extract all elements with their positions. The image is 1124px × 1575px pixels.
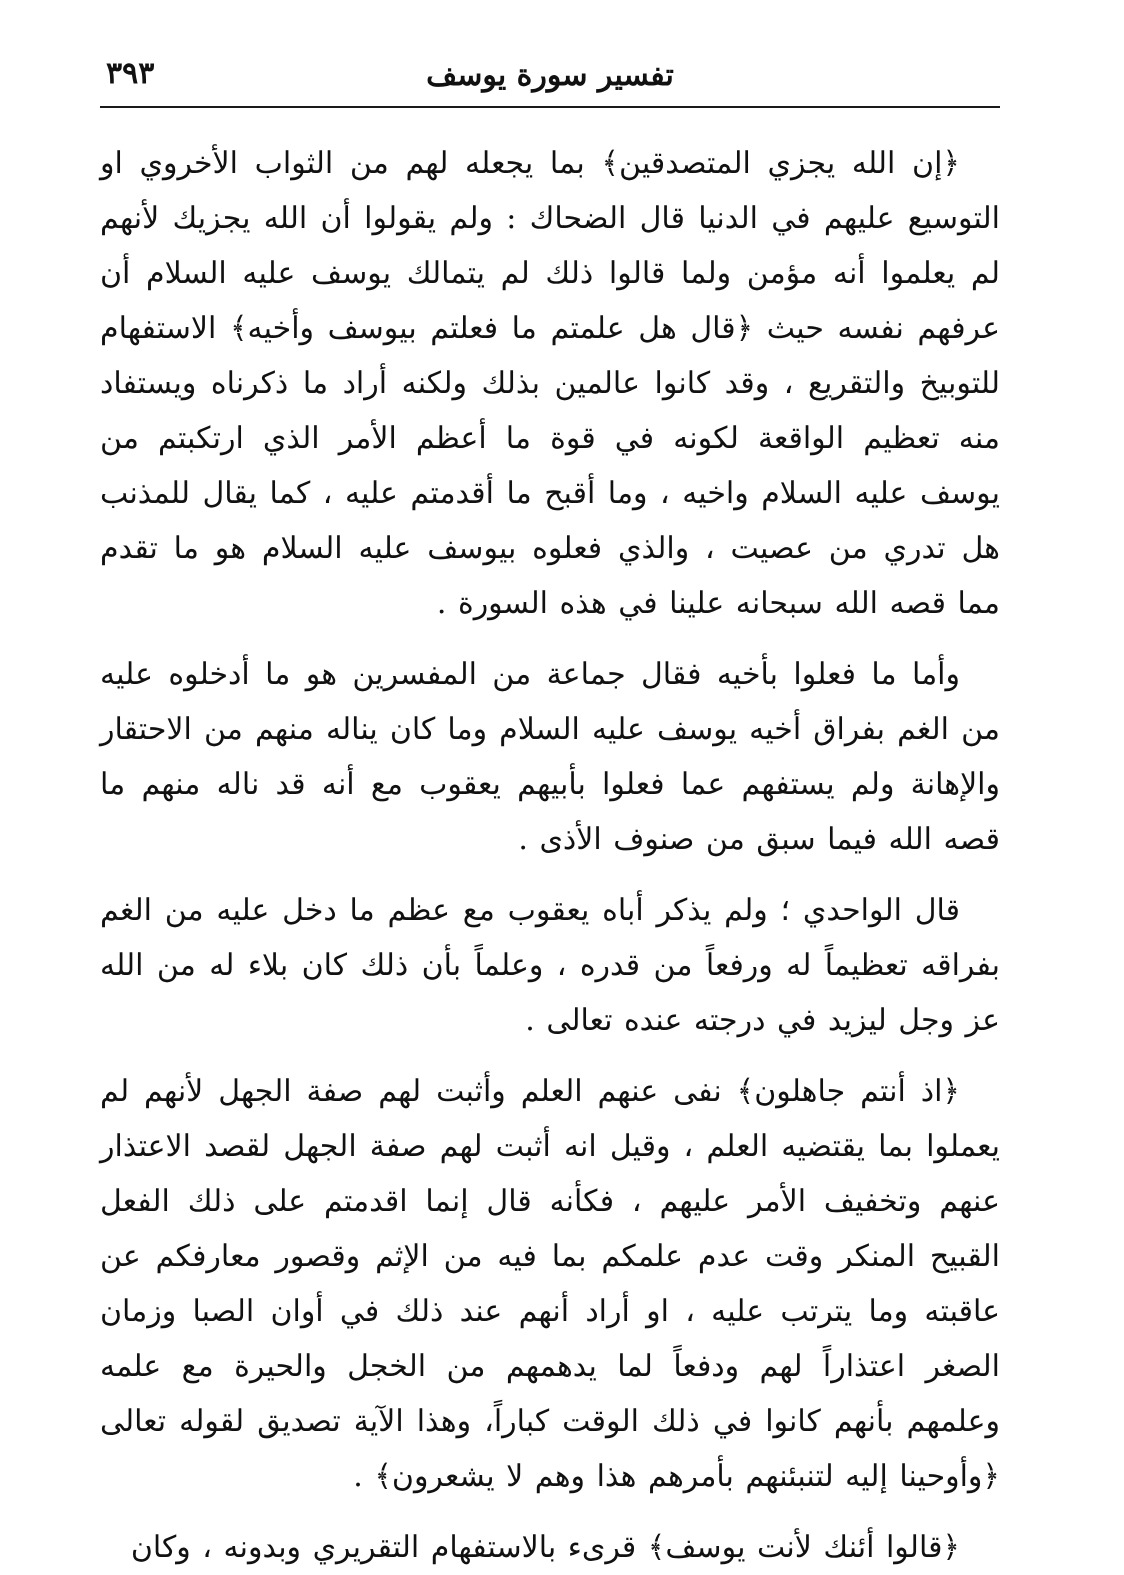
paragraph-2: وأما ما فعلوا بأخيه فقال جماعة من المفسرين هو ما أدخلوه عليه من الغم بفراق أخيه يوسف عليه السلام وما كان يناله منهم من الاحتقار والإهانة ولم يستفهم عما فعلوا بأبيهم يعقوب مع أنه قد ناله منهم ما قصه الله فيما سبق من صنوف الأذى .	[100, 657, 1000, 857]
running-title: تفسير سورة يوسف	[426, 58, 674, 93]
paragraph-1: ﴿إن الله يجزي المتصدقين﴾ بما يجعله لهم من الثواب الأخروي او التوسيع عليهم في الدنيا قال الضحاك : ولم يقولوا أن الله يجزيك لأنهم لم يعلموا أنه مؤمن ولما قالوا ذلك لم يتمالك يوسف عليه السلام أن عرفهم نفسه حيث ﴿قال هل علمتم ما فعلتم بيوسف وأخيه﴾ الاستفهام للتوبيخ والتقريع ، وقد كانوا عالمين بذلك ولكنه أراد ما ذكرناه ويستفاد منه تعظيم الواقعة لكونه في قوة ما أعظم الأمر الذي ارتكبتم من يوسف عليه السلام واخيه ، وما أقبح ما أقدمتم عليه ، كما يقال للمذنب هل تدري من عصيت ، والذي فعلوه بيوسف عليه السلام هو ما تقدم مما قصه الله سبحانه علينا في هذه السورة .	[100, 146, 1000, 621]
paragraph-3: قال الواحدي ؛ ولم يذكر أباه يعقوب مع عظم ما دخل عليه من الغم بفراقه تعظيماً له ورفعاً من قدره ، وعلماً بأن ذلك كان بلاء له من الله عز وجل ليزيد في درجته عنده تعالى .	[100, 893, 1000, 1038]
paragraph-5: ﴿قالوا أئنك لأنت يوسف﴾ قرىء بالاستفهام التقريري وبدونه ، وكان	[130, 1530, 960, 1565]
body-text	[100, 136, 1000, 1575]
page-number: ٣٩٣	[106, 56, 155, 91]
paragraph-4: ﴿اذ أنتم جاهلون﴾ نفى عنهم العلم وأثبت لهم صفة الجهل لأنهم لم يعملوا بما يقتضيه العلم ، وقيل انه أثبت لهم صفة الجهل لقصد الاعتذار عنهم وتخفيف الأمر عليهم ، فكأنه قال إنما اقدمتم على ذلك الفعل القبيح المنكر وقت عدم علمكم بما فيه من الإثم وقصور معارفكم عن عاقبته وما يترتب عليه ، او أراد أنهم عند ذلك في أوان الصبا وزمان الصغر اعتذاراً لهم ودفعاً لما يدهمهم من الخجل والحيرة مع علمه وعلمهم بأنهم كانوا في ذلك الوقت كباراً، وهذا الآية تصديق لقوله تعالى ﴿وأوحينا إليه لتنبئنهم بأمرهم هذا وهم لا يشعرون﴾ .	[100, 1074, 1000, 1494]
page-header	[100, 50, 1000, 108]
document-page	[100, 50, 1000, 1565]
